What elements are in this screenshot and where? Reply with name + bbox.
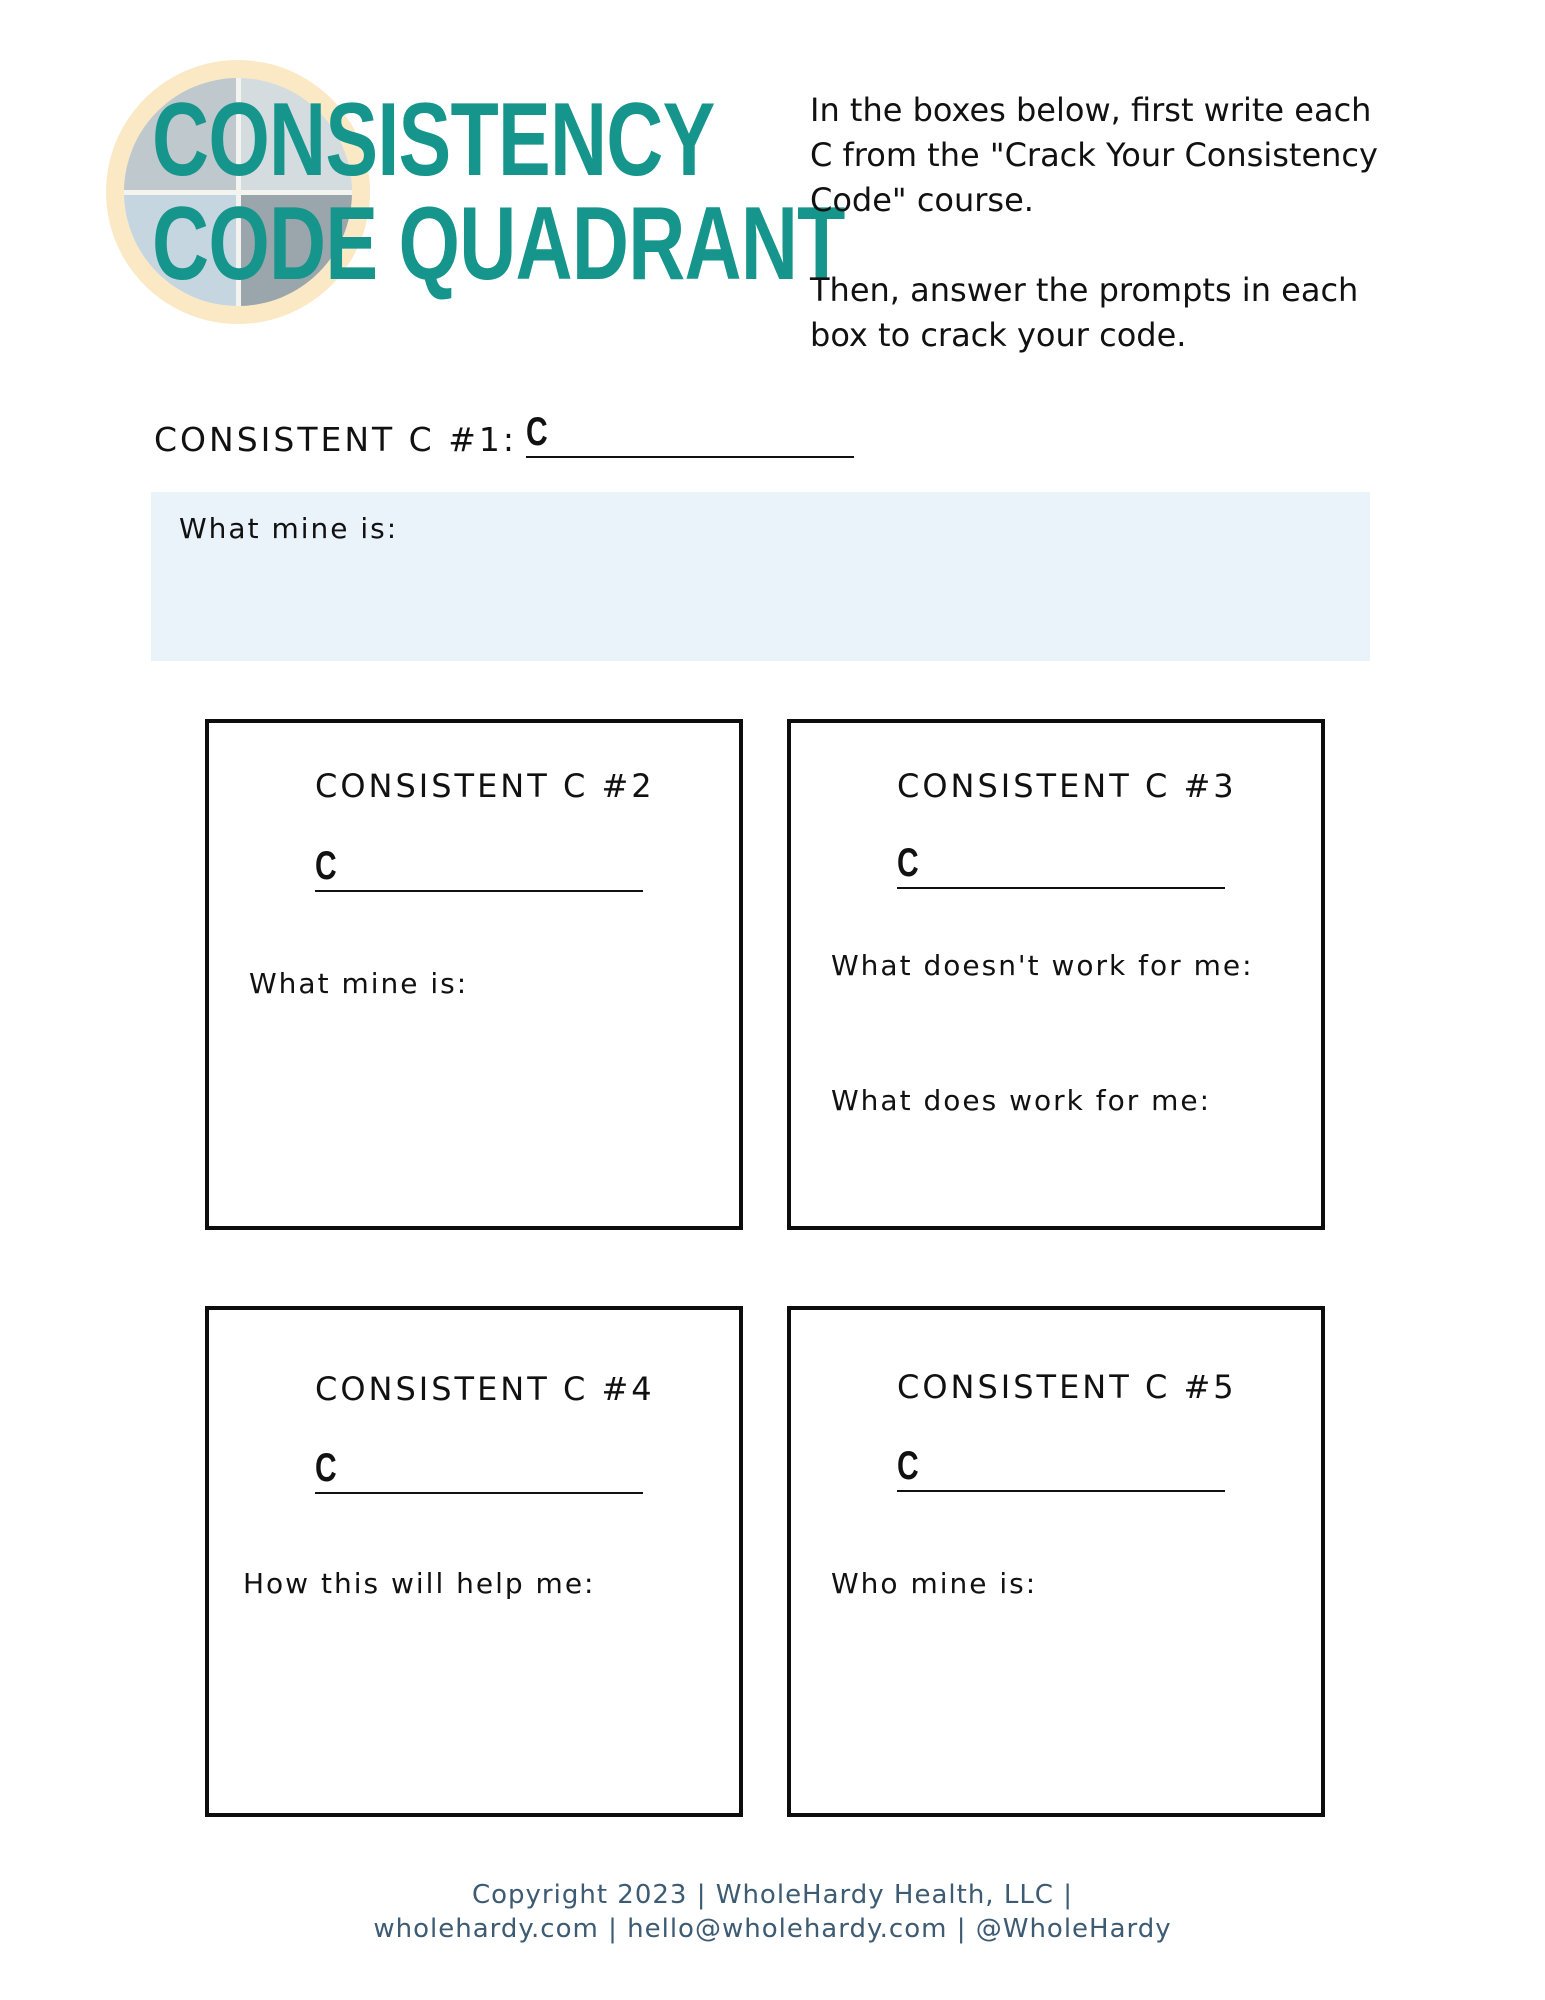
quadrant-letter: C	[315, 844, 337, 888]
quadrant-answer-line[interactable]	[315, 1446, 643, 1494]
quadrant-c3[interactable]	[787, 719, 1325, 1230]
footer-contact: wholehardy.com | hello@wholehardy.com | @WholeHardy	[373, 1914, 1172, 1944]
quadrant-c4[interactable]	[205, 1306, 743, 1817]
quadrant-title: CONSISTENT C #2	[315, 767, 655, 805]
c1-answer-line[interactable]	[526, 410, 854, 458]
quadrant-prompt: What does work for me:	[831, 1084, 1212, 1117]
quadrant-title: CONSISTENT C #3	[897, 767, 1237, 805]
quadrant-title: CONSISTENT C #5	[897, 1368, 1237, 1406]
c1-answer-box[interactable]	[151, 492, 1370, 661]
quadrant-prompt: What mine is:	[249, 967, 469, 1000]
quadrant-answer-line[interactable]	[897, 841, 1225, 889]
quadrant-prompt: Who mine is:	[831, 1567, 1038, 1600]
quadrant-title: CONSISTENT C #4	[315, 1370, 655, 1408]
footer-copyright: Copyright 2023 | WholeHardy Health, LLC |	[471, 1880, 1073, 1910]
quadrant-answer-line[interactable]	[315, 844, 643, 892]
quadrant-prompt: How this will help me:	[243, 1567, 596, 1600]
c1-letter: C	[526, 410, 548, 454]
quadrant-answer-line[interactable]	[897, 1444, 1225, 1492]
quadrant-c2[interactable]	[205, 719, 743, 1230]
quadrant-letter: C	[897, 1444, 919, 1488]
quadrant-c5[interactable]	[787, 1306, 1325, 1817]
instructions	[810, 88, 1410, 358]
quadrant-prompt: What doesn't work for me:	[831, 949, 1254, 982]
c1-label: CONSISTENT C #1:	[154, 420, 517, 459]
title-line-1: CONSISTENCY	[152, 82, 715, 198]
instructions-paragraph-2: Then, answer the prompts in each box to crack your code.	[810, 271, 1359, 354]
footer	[0, 1878, 1545, 1946]
quadrant-letter: C	[897, 841, 919, 885]
page-title	[152, 82, 845, 302]
instructions-paragraph-1: In the boxes below, first write each C from the "Crack Your Consistency Code" course.	[810, 91, 1378, 219]
quadrant-letter: C	[315, 1446, 337, 1490]
title-line-2: CODE QUADRANT	[152, 186, 845, 302]
c1-prompt: What mine is:	[179, 512, 399, 545]
